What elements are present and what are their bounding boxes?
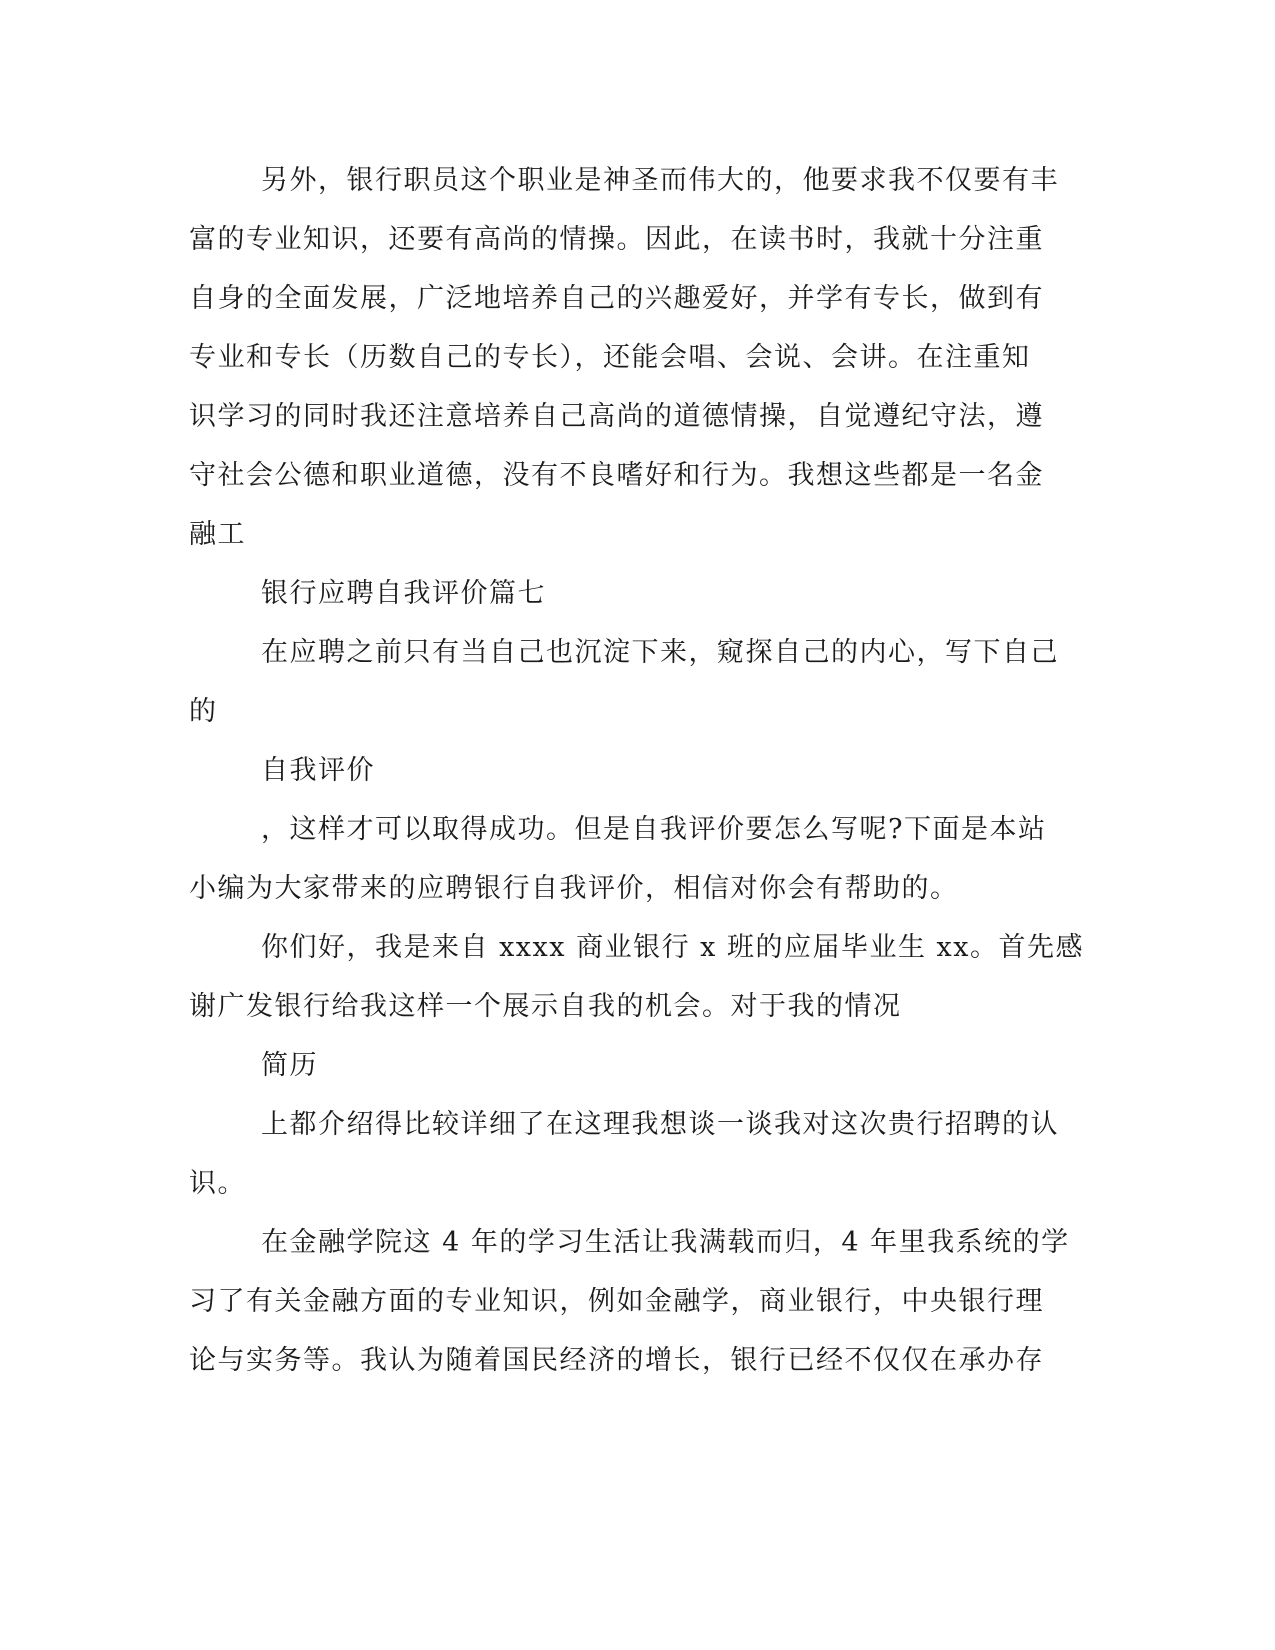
text-line: 你们好，我是来自 xxxx 商业银行 x 班的应届毕业生 xx。首先感 — [261, 932, 1085, 963]
text-line: 识。 — [189, 1168, 246, 1199]
text-line: 的 — [189, 696, 218, 727]
text-line: 识学习的同时我还注意培养自己高尚的道德情操，自觉遵纪守法，遵 — [189, 401, 1044, 432]
text-line: 富的专业知识，还要有高尚的情操。因此，在读书时，我就十分注重 — [189, 224, 1044, 255]
text-line: 在应聘之前只有当自己也沉淀下来，窥探自己的内心，写下自己 — [261, 637, 1059, 668]
text-line: 融工 — [189, 519, 246, 550]
text-line: 在金融学院这 4 年的学习生活让我满载而归，4 年里我系统的学 — [261, 1227, 1070, 1258]
text-line: 论与实务等。我认为随着国民经济的增长，银行已经不仅仅在承办存 — [189, 1345, 1044, 1376]
text-line: 自身的全面发展，广泛地培养自己的兴趣爱好，并学有专长，做到有 — [189, 283, 1044, 314]
text-line: 习了有关金融方面的专业知识，例如金融学，商业银行，中央银行理 — [189, 1286, 1044, 1317]
text-line: 小编为大家带来的应聘银行自我评价，相信对你会有帮助的。 — [189, 873, 959, 904]
text-line: 专业和专长（历数自己的专长），还能会唱、会说、会讲。在注重知 — [189, 342, 1031, 373]
text-line: 守社会公德和职业道德，没有不良嗜好和行为。我想这些都是一名金 — [189, 460, 1044, 491]
text-line: 上都介绍得比较详细了在这理我想谈一谈我对这次贵行招聘的认 — [261, 1109, 1059, 1140]
text-line: 另外，银行职员这个职业是神圣而伟大的，他要求我不仅要有丰 — [261, 165, 1059, 196]
text-line: 简历 — [261, 1050, 318, 1081]
text-line: 自我评价 — [261, 755, 375, 786]
section-heading: 银行应聘自我评价篇七 — [261, 578, 546, 609]
text-line: ，这样才可以取得成功。但是自我评价要怎么写呢?下面是本站 — [261, 814, 1047, 845]
text-line: 谢广发银行给我这样一个展示自我的机会。对于我的情况 — [189, 991, 902, 1022]
